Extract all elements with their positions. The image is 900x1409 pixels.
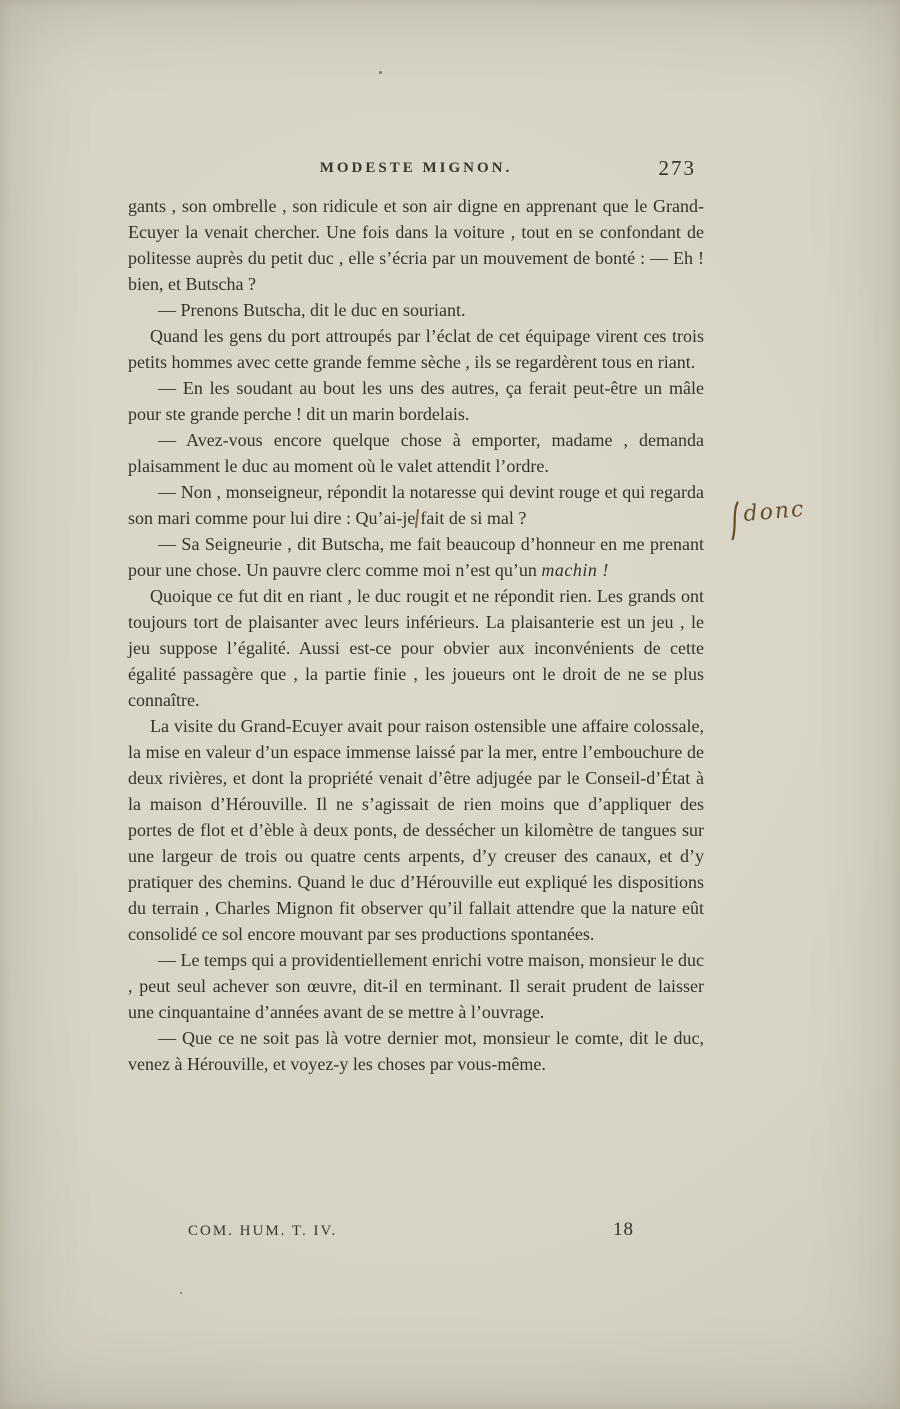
page-body [128, 193, 704, 1077]
pencil-mark [415, 509, 419, 528]
page-header [128, 156, 704, 186]
page-footer [128, 1219, 704, 1241]
running-title: MODESTE MIGNON. [319, 160, 513, 176]
paragraph: gants , son ombrelle , son ridicule et son air digne en apprenant que le Grand-Ecuyer la venait chercher. Une fois dans la voiture , tout en se confondant de politesse auprès du petit duc , elle s’écria par un mouvement de bonté : — Eh ! bien, et Butscha ? [128, 196, 704, 294]
italic-word: machin ! [541, 560, 609, 580]
paragraph-text: — Non , monseigneur, répondit la notaresse qui devint rouge et qui regarda son mari comme pour lui dire : Qu’ai-je [128, 482, 704, 528]
paragraph: Quoique ce fut dit en riant , le duc rougit et ne répondit rien. Les grands ont toujours tort de plaisanter avec leurs inférieurs. La plaisanterie est un jeu , le jeu suppose l’égalité. Aussi est-ce pour obvier aux inconvénients de cette égalité passagère que , la partie finie , les joueurs ont le droit de ne se plus connaître. [128, 586, 704, 710]
sheet-number: 18 [613, 1219, 634, 1240]
paragraph: — Que ce ne soit pas là votre dernier mot, monsieur le comte, dit le duc, venez à Hérouville, et voyez-y les choses par vous-même. [128, 1028, 704, 1074]
paragraph: Quand les gens du port attroupés par l’éclat de cet équipage virent ces trois petits hommes avec cette grande femme sèche , ils se regardèrent tous en riant. [128, 326, 704, 372]
paragraph: — En les soudant au bout les uns des autres, ça ferait peut-être un mâle pour ste grande perche ! dit un marin bordelais. [128, 378, 704, 424]
scan-speckle [180, 1292, 182, 1294]
paragraph-text: — Sa Seigneurie , dit Butscha, me fait beaucoup d’honneur en me prenant pour une chose. Un pauvre clerc comme moi n’est qu’un [128, 534, 704, 580]
paragraph: — Le temps qui a providentiellement enrichi votre maison, monsieur le duc , peut seul achever son œuvre, dit-il en terminant. Il serait prudent de laisser une cinquantaine d’années avant de se mettre à l’ouvrage. [128, 950, 704, 1022]
handwritten-margin-note [726, 495, 807, 542]
paragraph: — Prenons Butscha, dit le duc en souriant. [158, 300, 466, 320]
scan-speckle [379, 71, 382, 74]
paragraph: — Avez-vous encore quelque chose à emporter, madame , demanda plaisamment le duc au moment où le valet attendit l’ordre. [128, 430, 704, 476]
paragraph-text: fait de si mal ? [420, 508, 527, 528]
paragraph [128, 531, 704, 583]
printer-signature: COM. HUM. T. IV. [188, 1223, 338, 1239]
margin-note-text: donc [742, 496, 807, 527]
page-number: 273 [658, 156, 696, 180]
pen-stroke-icon [726, 500, 743, 541]
paragraph [128, 479, 704, 531]
paragraph: La visite du Grand-Ecuyer avait pour raison ostensible une affaire colossale, la mise en valeur d’un espace immense laissé par la mer, entre l’embouchure de deux rivières, et dont la propriété venait d’être adjugée par le Conseil-d’État à la maison d’Hérouville. Il ne s’agissait de rien moins que d’appliquer des portes de flot et d’èble à deux ponts, de dessécher un kilomètre de tangues sur une largeur de trois ou quatre cents arpents, d’y creuser des canaux, et d’y pratiquer des chemins. Quand le duc d’Hérouville eut expliqué les dispositions du terrain , Charles Mignon fit observer qu’il fallait attendre que la nature eût consolidé ce sol encore mouvant par ses productions spontanées. [128, 716, 704, 944]
